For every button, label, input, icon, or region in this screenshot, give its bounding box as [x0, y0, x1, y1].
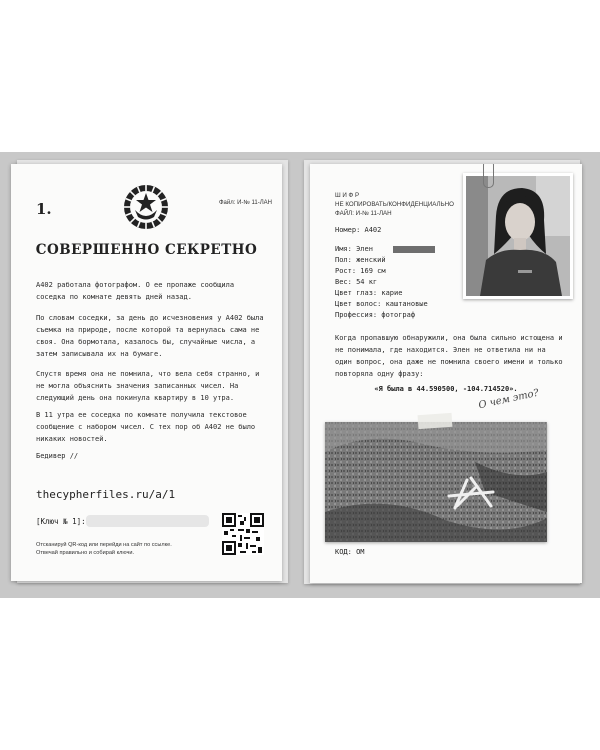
field-weight: Вес: 54 кг — [335, 278, 378, 286]
field-eyes: Цвет глаз: карие — [335, 289, 403, 297]
paragraph-1: А402 работала фотографом. О ее пропаже сообщила соседка по комнате девять дней назад. — [36, 281, 235, 301]
field-name: Имя: Элен — [335, 245, 373, 253]
note-line-1: Отсканируй QR-код или перейди на сайт по ссылке. — [36, 542, 172, 548]
emblem-icon — [123, 184, 169, 230]
header-line-3: ФАЙЛ: И-№ 11-ЛАН — [335, 210, 392, 217]
handwritten-note: О чем это? — [477, 387, 540, 412]
field-hair: Цвет волос: каштановые — [335, 300, 428, 308]
redaction-bar — [393, 246, 435, 253]
rock-photo — [325, 422, 547, 542]
paragraph-4: В 11 утра ее соседка по комнате получила текстовое сообщение с набором чисел. С тех пор об А402 не было никаких новостей. — [36, 411, 256, 443]
coordinates-quote: «Я была в 44.590500, -104.714520». — [374, 385, 518, 393]
signature: Бедивер // — [36, 452, 79, 460]
header-line-1: Ш И Ф Р — [335, 192, 360, 199]
paragraph-2: По словам соседки, за день до исчезновения у А402 была съемка на природе, после которой та вернулась сама не своя. Она бормотала, казалось бы, случайные числа, а затем записывала их на бумаге. — [36, 314, 264, 358]
portrait-image — [466, 176, 570, 296]
paperclip-icon — [483, 164, 494, 188]
tape-strip — [418, 413, 453, 429]
page-title: СОВЕРШЕННО СЕКРЕТНО — [35, 242, 258, 258]
file-id: Файл: И-№ 11-ЛАН — [219, 200, 272, 206]
paragraph-3: Спустя время она не помнила, что вела себя странно, и не могла объяснить значения записанных чисел. На следующий день она покинула квартиру в 10 утра. — [36, 370, 260, 402]
right-page — [310, 164, 582, 583]
qr-code-icon[interactable] — [222, 513, 264, 555]
field-sex: Пол: женский — [335, 256, 386, 264]
website-link[interactable]: thecypherfiles.ru/a/1 — [36, 488, 176, 501]
subject-photo — [463, 173, 573, 299]
subject-number: Номер: А402 — [335, 226, 382, 234]
code-label: КОД: ОМ — [335, 548, 365, 556]
field-profession: Профессия: фотограф — [335, 311, 416, 319]
note-line-2: Отвечай правильно и собирай ключи. — [36, 550, 135, 556]
key-label: [Ключ № 1]: — [36, 517, 86, 526]
field-height: Рост: 169 см — [335, 267, 386, 275]
page-number: 1. — [36, 200, 52, 218]
found-paragraph: Когда пропавшую обнаружили, она была сильно истощена и не понимала, где находится. Элен не ответила ни на один вопрос, она даже не помнила своего имени и только повторяла одну фразу: — [335, 334, 563, 378]
left-page — [11, 164, 282, 581]
header-line-2: НЕ КОПИРОВАТЬ/КОНФИДЕНЦИАЛЬНО — [335, 201, 454, 208]
key-input[interactable] — [86, 515, 209, 527]
